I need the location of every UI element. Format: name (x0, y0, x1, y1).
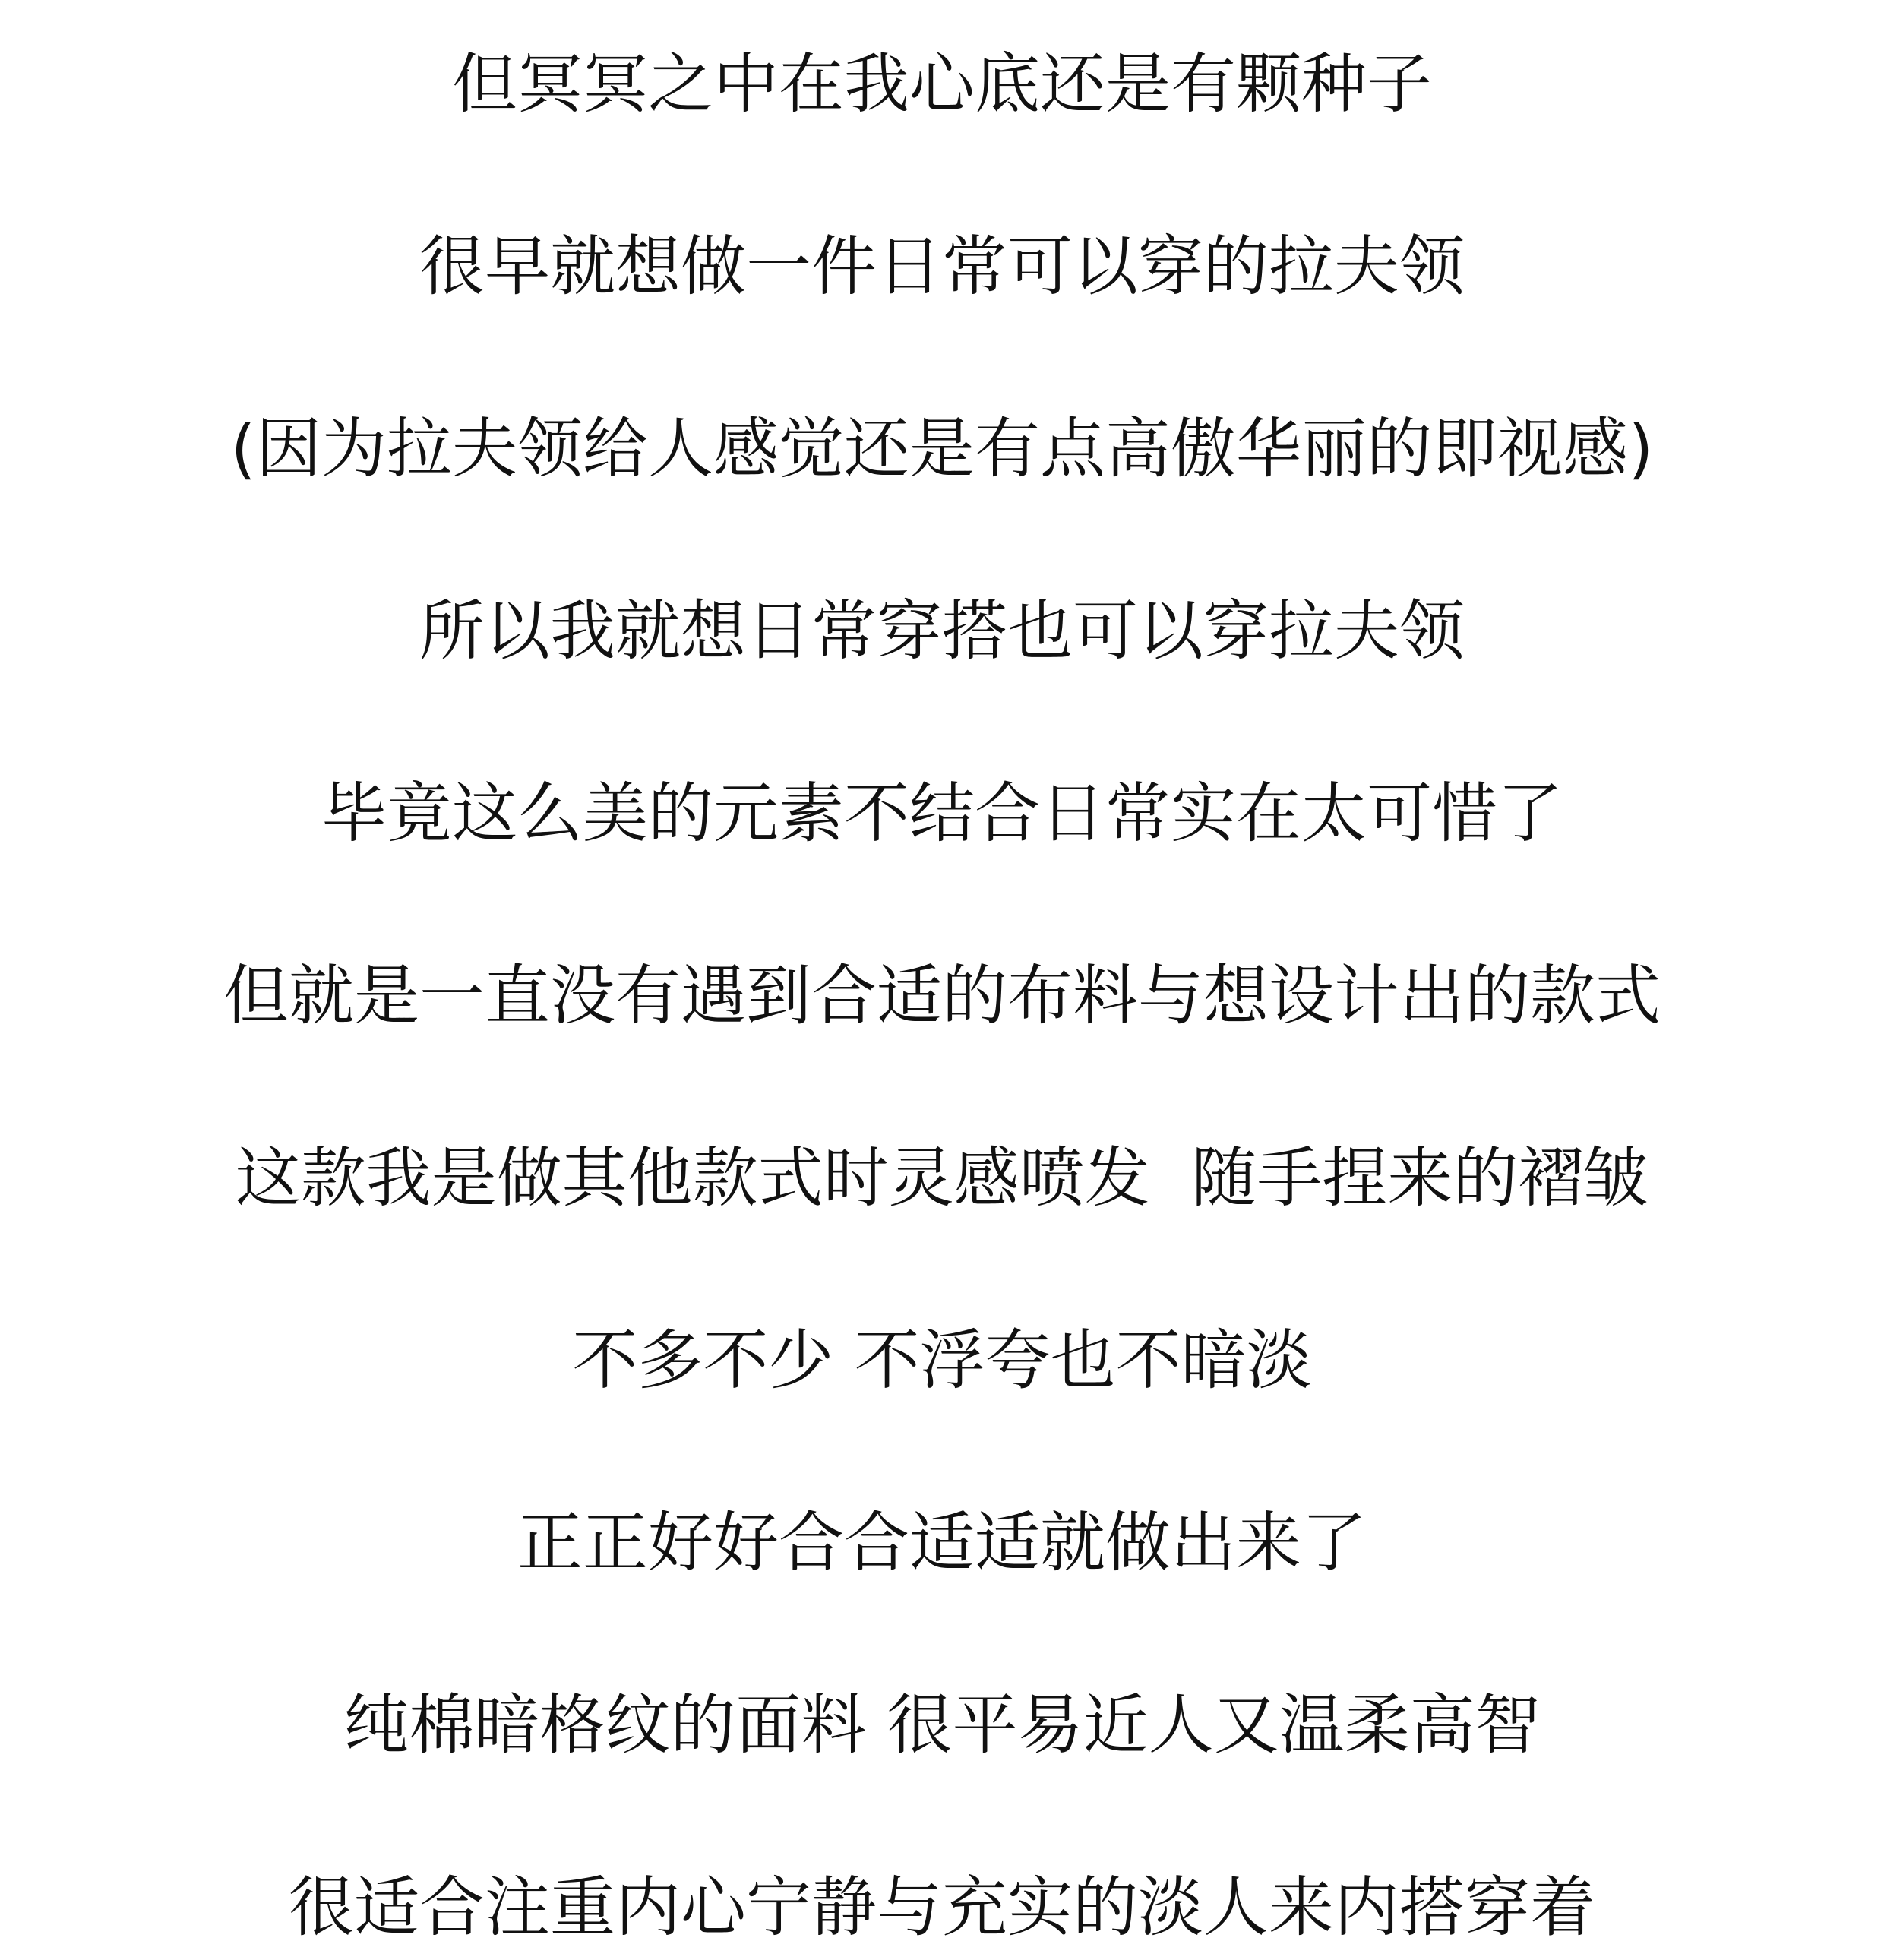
text-line-2: 很早就想做一件日常可以穿的拉夫领 (419, 229, 1465, 305)
text-line-11: 很适合注重内心宁静与充实的淡人来内搭穿着 (289, 1870, 1595, 1946)
text-line-5: 毕竟这么美的元素不结合日常实在太可惜了 (321, 776, 1563, 852)
text-line-3: (因为拉夫领给人感觉还是有点高傲华丽的即视感) (230, 411, 1654, 487)
text-line-8: 不多不少 不浮夸也不暗淡 (572, 1323, 1312, 1399)
text-line-7: 这款我是做其他款式时灵感喷发 随手捏来的褶皱 (235, 1140, 1649, 1216)
text-line-6: 但就是一直没有遇到合适的布料与想设计出的款式 (223, 958, 1661, 1034)
text-line-4: 所以我就想日常穿搭也可以穿拉夫领 (419, 593, 1465, 669)
text-line-1: 但冥冥之中在我心底还是有颗种子 (452, 46, 1432, 122)
text-line-9: 正正好好合合适适就做出来了 (517, 1505, 1367, 1581)
text-line-10: 纯棉暗格纹的面料 很平易近人又温柔高智 (343, 1687, 1541, 1763)
